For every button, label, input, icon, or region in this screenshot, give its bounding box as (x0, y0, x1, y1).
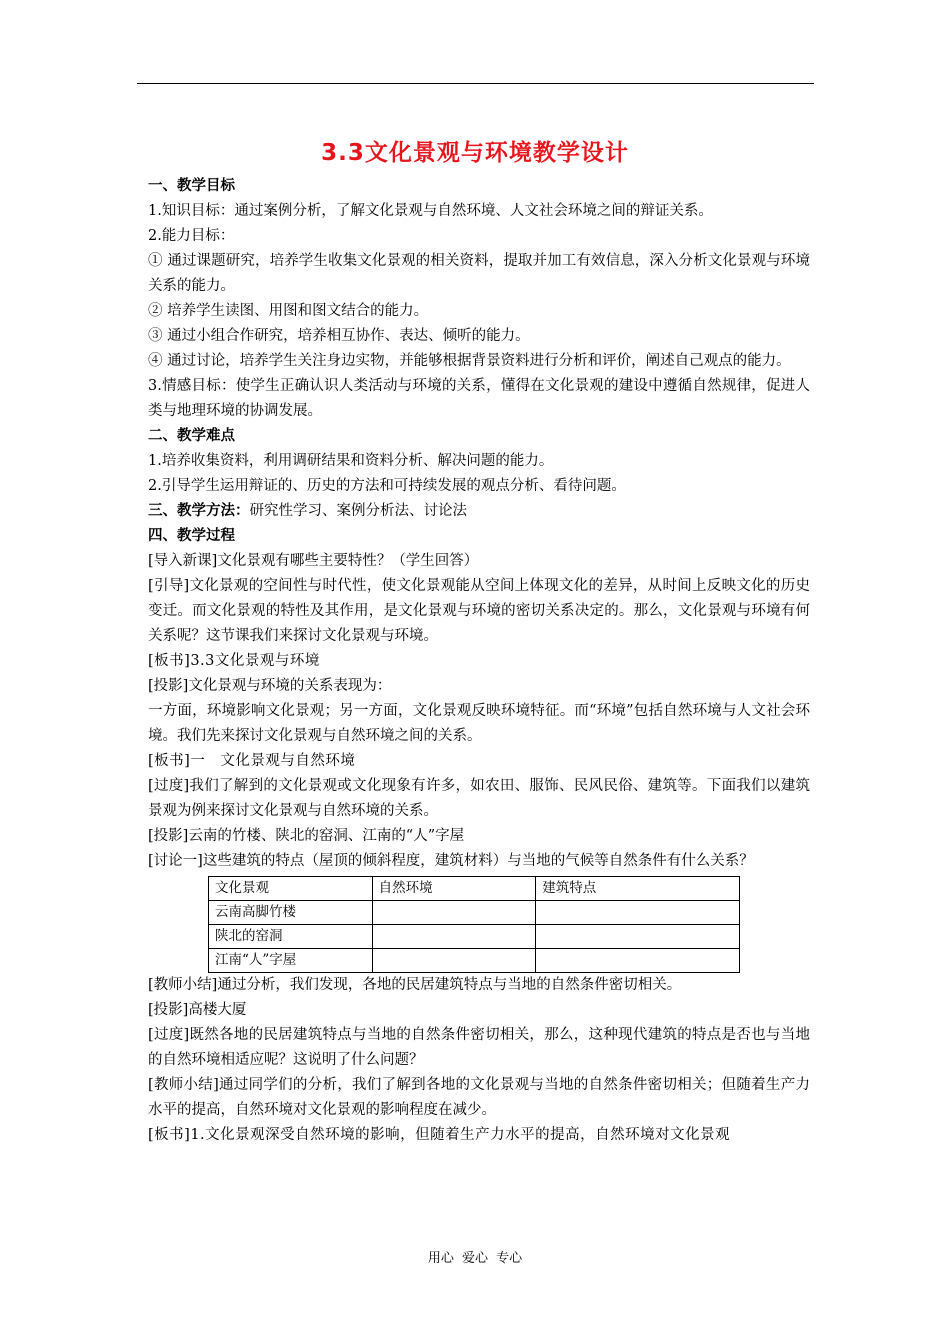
table-cell: 云南高脚竹楼 (209, 901, 373, 925)
process-paragraph: [投影]文化景观与环境的关系表现为： (148, 678, 392, 694)
table-row (209, 901, 740, 925)
process-paragraph: [投影]云南的竹楼、陕北的窑洞、江南的“人”字屋 (148, 828, 465, 844)
process-paragraph: [投影]高楼大厦 (148, 1002, 247, 1018)
board-note: [板书]一 文化景观与自然环境 (148, 753, 356, 769)
difficulty-item-2: 2.引导学生运用辩证的、历史的方法和可持续发展的观点分析、看待问题。 (148, 478, 626, 494)
section-heading-process: 四、教学过程 (148, 528, 235, 544)
board-note: [板书]1.文化景观深受自然环境的影响，但随着生产力水平的提高，自然环境对文化景观 (148, 1127, 731, 1143)
table-cell (372, 901, 536, 925)
table-header-cell: 文化景观 (209, 877, 373, 901)
landscape-table (208, 876, 740, 973)
ability-item-2: ② 培养学生读图、用图和图文结合的能力。 (148, 303, 429, 319)
process-paragraph: [导入新课]文化景观有哪些主要特性？（学生回答） (148, 553, 479, 569)
ability-item-1: ① 通过课题研究，培养学生收集文化景观的相关资料，提取并加工有效信息，深入分析文化景观与环境关系的能力。 (148, 253, 810, 294)
section-heading-goals: 一、教学目标 (148, 178, 235, 194)
table-header-cell: 建筑特点 (536, 877, 740, 901)
page-footer: 用心 爱心 专心 (427, 1251, 523, 1266)
table-cell (372, 949, 536, 973)
table-cell (536, 949, 740, 973)
goal-emotion: 3.情感目标：使学生正确认识人类活动与环境的关系，懂得在文化景观的建设中遵循自然规律，促进人类与地理环境的协调发展。 (148, 378, 810, 419)
table-cell (372, 925, 536, 949)
table-row (209, 925, 740, 949)
process-paragraph: [过度]既然各地的民居建筑特点与当地的自然条件密切相关，那么，这种现代建筑的特点是否也与当地的自然环境相适应呢？这说明了什么问题？ (148, 1027, 810, 1068)
method-paragraph (148, 499, 810, 524)
section-heading-difficulty: 二、教学难点 (148, 428, 235, 444)
table-header-cell: 自然环境 (372, 877, 536, 901)
process-paragraph: 一方面，环境影响文化景观；另一方面，文化景观反映环境特征。而“环境”包括自然环境与人文社会环境。我们先来探讨文化景观与自然环境之间的关系。 (148, 703, 810, 744)
board-note: [板书]3.3文化景观与环境 (148, 653, 320, 669)
document-body (148, 174, 810, 1148)
goal-ability-label: 2.能力目标： (148, 228, 235, 244)
ability-item-3: ③ 通过小组合作研究，培养相互协作、表达、倾听的能力。 (148, 328, 530, 344)
header-rule (137, 83, 814, 84)
process-paragraph: [教师小结]通过分析，我们发现，各地的民居建筑特点与当地的自然条件密切相关。 (148, 977, 682, 993)
process-paragraph: [讨论一]这些建筑的特点（屋顶的倾斜程度，建筑材料）与当地的气候等自然条件有什么关系？ (148, 853, 754, 869)
table-row (209, 949, 740, 973)
table-cell: 陕北的窑洞 (209, 925, 373, 949)
document-title: 3.3文化景观与环境教学设计 (321, 140, 629, 166)
section-heading-method: 三、教学方法： (148, 503, 250, 519)
goal-knowledge: 1.知识目标：通过案例分析，了解文化景观与自然环境、人文社会环境之间的辩证关系。 (148, 203, 713, 219)
process-paragraph: [过度]我们了解到的文化景观或文化现象有许多，如农田、服饰、民风民俗、建筑等。下面我们以建筑景观为例来探讨文化景观与自然环境的关系。 (148, 778, 810, 819)
method-text: 研究性学习、案例分析法、讨论法 (249, 503, 467, 519)
ability-item-4: ④ 通过讨论，培养学生关注身边实物，并能够根据背景资料进行分析和评价，阐述自己观点的能力。 (148, 353, 791, 369)
table-header-row (209, 877, 740, 901)
difficulty-item-1: 1.培养收集资料，利用调研结果和资料分析、解决问题的能力。 (148, 453, 554, 469)
table-cell (536, 925, 740, 949)
table-cell (536, 901, 740, 925)
table-cell: 江南“人”字屋 (209, 949, 373, 973)
process-paragraph: [教师小结]通过同学们的分析，我们了解到各地的文化景观与当地的自然条件密切相关；但随着生产力水平的提高，自然环境对文化景观的影响程度在减少。 (148, 1077, 810, 1118)
process-paragraph: [引导]文化景观的空间性与时代性，使文化景观能从空间上体现文化的差异，从时间上反映文化的历史变迁。而文化景观的特性及其作用，是文化景观与环境的密切关系决定的。那么，文化景观与环境有何关系呢？这节课我们来探讨文化景观与环境。 (148, 578, 810, 644)
